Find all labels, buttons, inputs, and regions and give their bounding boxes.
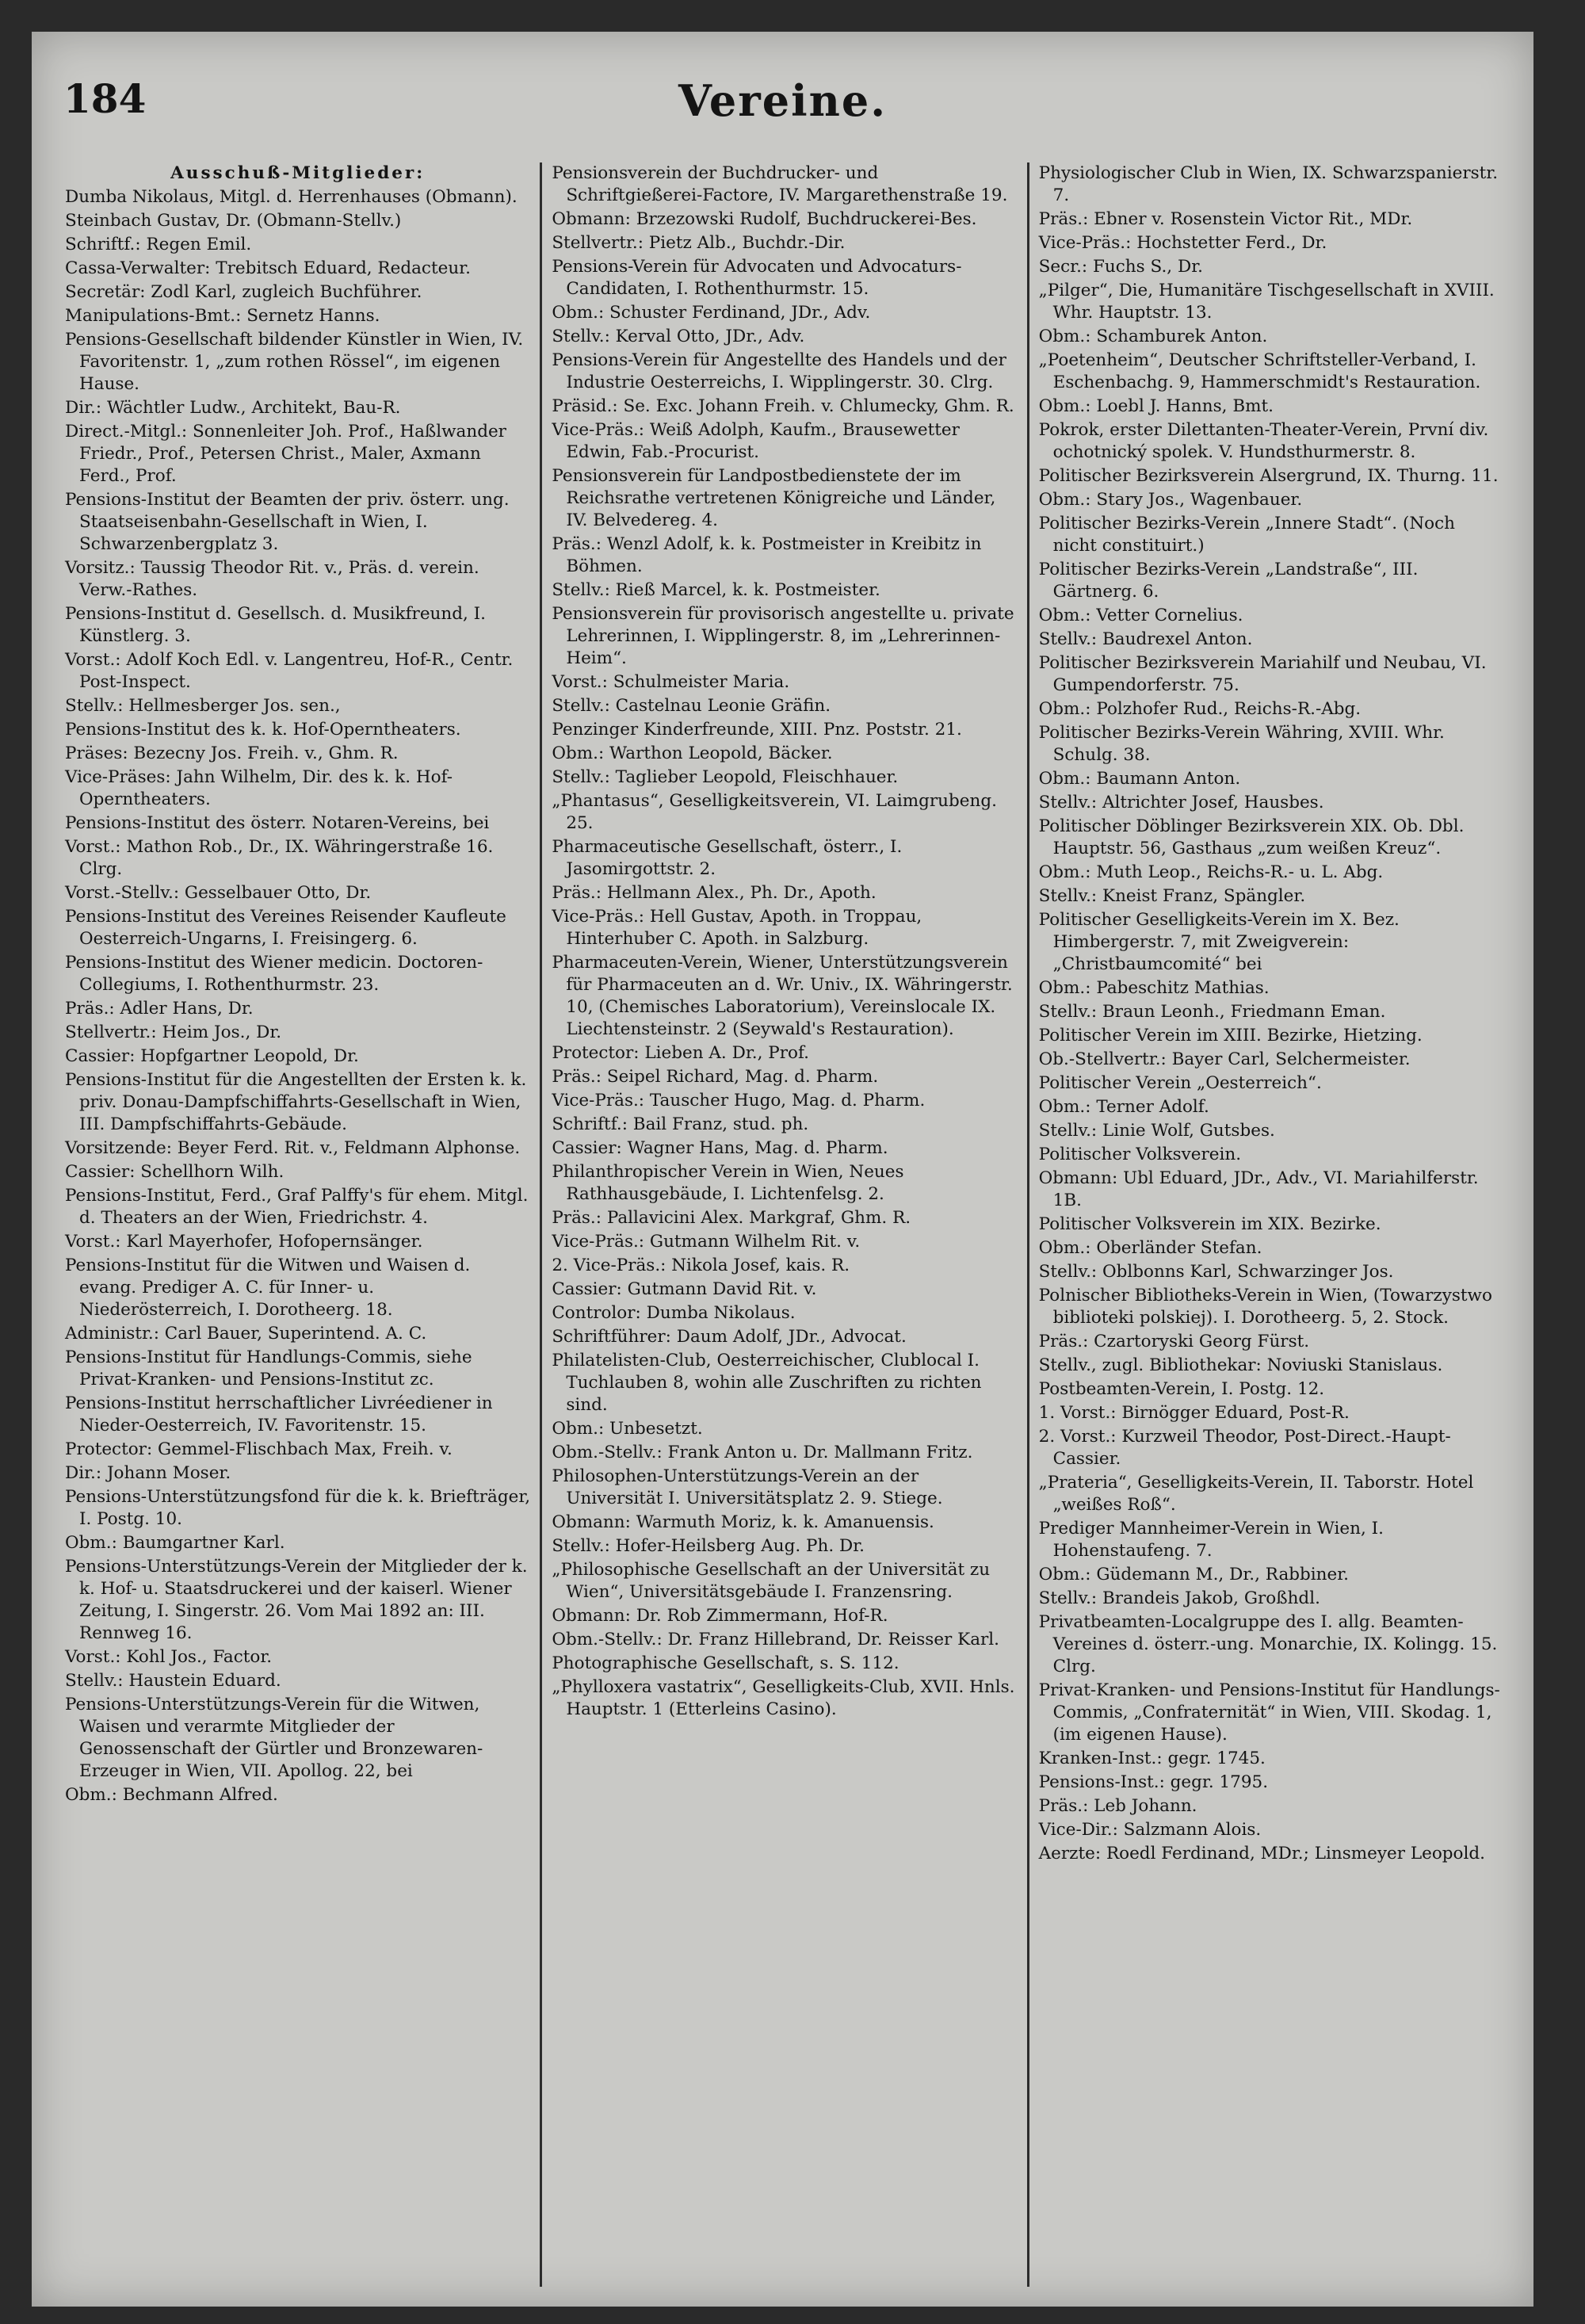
directory-entry: Obm.: Muth Leop., Reichs-R.- u. L. Abg. (1038, 862, 1384, 882)
page-number: 184 (63, 75, 147, 122)
directory-entry: Politischer Döblinger Bezirksverein XIX. Ob. Dbl. Hauptstr. 56, Gasthaus „zum weißen Kreuz“. (1038, 816, 1465, 858)
directory-entry: Stellvertr.: Heim Jos., Dr. (65, 1022, 282, 1042)
directory-entry: Präs.: Hellmann Alex., Ph. Dr., Apoth. (552, 883, 877, 903)
directory-entry: Obmann: Brzezowski Rudolf, Buchdruckerei-Bes. (552, 209, 977, 229)
directory-entry: Dir.: Johann Moser. (65, 1463, 231, 1483)
directory-entry: Präses: Bezecny Jos. Freih. v., Ghm. R. (65, 743, 399, 763)
directory-entry: Philosophen-Unterstützungs-Verein an der Universität I. Universitätsplatz 2. 9. Stiege. (552, 1466, 943, 1508)
directory-entry: Secr.: Fuchs S., Dr. (1038, 257, 1203, 277)
directory-entry: Pensions-Institut des Wiener medicin. Doctoren-Collegiums, I. Rothenthurmstr. 23. (65, 953, 483, 995)
directory-entry: Stellv.: Brandeis Jakob, Großhdl. (1038, 1588, 1320, 1608)
directory-entry: Stellv., zugl. Bibliothekar: Noviuski Stanislaus. (1038, 1355, 1443, 1375)
directory-entry: Stellv.: Rieß Marcel, k. k. Postmeister. (552, 580, 880, 600)
directory-entry: Ob.-Stellvertr.: Bayer Carl, Selchermeister. (1038, 1049, 1411, 1069)
directory-entry: „Poetenheim“, Deutscher Schriftsteller-Verband, I. Eschenbachg. 9, Hammerschmidt's Restauration. (1038, 350, 1481, 392)
directory-entry: Obm.: Warthon Leopold, Bäcker. (552, 743, 833, 763)
directory-entry: Pensionsverein für Landpostbedienstete der im Reichsrathe vertretenen Königreiche und Länder, IV. Belvedereg. 4. (552, 466, 996, 530)
directory-entry: Pensions-Verein für Angestellte des Handels und der Industrie Oesterreichs, I. Wipplingerstr. 30. Clrg. (552, 350, 1006, 392)
directory-entry: Direct.-Mitgl.: Sonnenleiter Joh. Prof., Haßlwander Friedr., Prof., Petersen Christ., Maler, Axmann Ferd., Prof. (65, 422, 506, 486)
directory-entry: Manipulations-Bmt.: Sernetz Hanns. (65, 306, 380, 326)
directory-entry: Präs.: Wenzl Adolf, k. k. Postmeister in Kreibitz in Böhmen. (552, 534, 982, 576)
directory-entry: Stellv.: Linie Wolf, Gutsbes. (1038, 1121, 1275, 1141)
directory-entry: „Pilger“, Die, Humanitäre Tischgesellschaft in XVIII. Whr. Hauptstr. 13. (1038, 281, 1495, 323)
directory-entry: Postbeamten-Verein, I. Postg. 12. (1038, 1379, 1325, 1399)
directory-entry: Vice-Dir.: Salzmann Alois. (1038, 1820, 1262, 1840)
directory-entry: Politischer Geselligkeits-Verein im X. Bez. Himbergerstr. 7, mit Zweigverein: „Christbaumcomité“ bei (1038, 910, 1400, 974)
directory-entry: Pensions-Institut des k. k. Hof-Operntheaters. (65, 720, 461, 740)
directory-entry: Obm.: Güdemann M., Dr., Rabbiner. (1038, 1565, 1349, 1584)
directory-entry: Obm.: Pabeschitz Mathias. (1038, 978, 1270, 998)
directory-entry: Pensions-Institut herrschaftlicher Livréediener in Nieder-Oesterreich, IV. Favoritenstr. 15. (65, 1393, 493, 1435)
directory-entry: Cassier: Wagner Hans, Mag. d. Pharm. (552, 1138, 888, 1158)
directory-entry: Stellv.: Kneist Franz, Spängler. (1038, 886, 1306, 906)
directory-entry: Politischer Verein im XIII. Bezirke, Hietzing. (1038, 1026, 1423, 1045)
page-header (32, 75, 1533, 147)
directory-entry: Pensionsverein für provisorisch angestellte u. private Lehrerinnen, I. Wipplingerstr. 8, im „Lehrerinnen-Heim“. (552, 604, 1014, 668)
directory-entry: Stellv.: Hellmesberger Jos. sen., (65, 696, 341, 716)
directory-entry: Stellv.: Haustein Eduard. (65, 1671, 281, 1691)
directory-entry: Vice-Präs.: Hell Gustav, Apoth. in Troppau, Hinterhuber C. Apoth. in Salzburg. (552, 907, 922, 949)
directory-entry: Dumba Nikolaus, Mitgl. d. Herrenhauses (Obmann). (65, 187, 518, 207)
directory-entry: Vorsitzende: Beyer Ferd. Rit. v., Feldmann Alphonse. (65, 1138, 521, 1158)
directory-entry: Pensions-Verein für Advocaten und Advocaturs-Candidaten, I. Rothenthurmstr. 15. (552, 257, 962, 299)
directory-entry: Secretär: Zodl Karl, zugleich Buchführer. (65, 282, 422, 302)
column-left (55, 162, 540, 2287)
directory-entry: „Phylloxera vastatrix“, Geselligkeits-Club, XVII. Hnls. Hauptstr. 1 (Etterleins Casino). (552, 1677, 1015, 1719)
text-columns (55, 162, 1514, 2287)
directory-entry: Aerzte: Roedl Ferdinand, MDr.; Linsmeyer Leopold. (1038, 1844, 1485, 1863)
directory-entry: Obm.: Loebl J. Hanns, Bmt. (1038, 396, 1274, 416)
column-right (1027, 162, 1514, 2287)
directory-entry: Pharmaceutische Gesellschaft, österr., I. Jasomirgottstr. 2. (552, 837, 903, 879)
directory-entry: Kranken-Inst.: gegr. 1745. (1038, 1749, 1266, 1768)
directory-entry: Präs.: Seipel Richard, Mag. d. Pharm. (552, 1067, 879, 1087)
directory-entry: „Prateria“, Geselligkeits-Verein, II. Taborstr. Hotel „weißes Roß“. (1038, 1473, 1474, 1515)
directory-entry: Pharmaceuten-Verein, Wiener, Unterstützungsverein für Pharmaceuten an d. Wr. Univ., IX. Währingerstr. 10, (Chemisches Laboratorium), Vereinslocale IX. Liechtensteinstr. 2 (Seywald's Restauration). (552, 953, 1013, 1039)
directory-entry: Vice-Präs.: Hochstetter Ferd., Dr. (1038, 233, 1327, 253)
directory-entry: Obm.: Schuster Ferdinand, JDr., Adv. (552, 303, 871, 323)
directory-entry: Präs.: Leb Johann. (1038, 1796, 1197, 1816)
directory-entry: „Philosophische Gesellschaft an der Universität zu Wien“, Universitätsgebäude I. Franzensring. (552, 1560, 991, 1602)
directory-entry: Stellv.: Baudrexel Anton. (1038, 629, 1253, 649)
directory-entry: Politischer Bezirksverein Mariahilf und Neubau, VI. Gumpendorferstr. 75. (1038, 653, 1487, 695)
directory-entry: Penzinger Kinderfreunde, XIII. Pnz. Poststr. 21. (552, 720, 962, 740)
directory-entry: Prediger Mannheimer-Verein in Wien, I. Hohenstaufeng. 7. (1038, 1519, 1384, 1561)
directory-entry: Schriftführer: Daum Adolf, JDr., Advocat. (552, 1327, 907, 1347)
directory-entry: 1. Vorst.: Birnögger Eduard, Post-R. (1038, 1403, 1350, 1423)
directory-entry: Vice-Präs.: Weiß Adolph, Kaufm., Brausewetter Edwin, Fab.-Procurist. (552, 420, 960, 462)
directory-entry: Polnischer Bibliotheks-Verein in Wien, (Towarzystwo biblioteki polskiej). I. Dorotheerg. 5, 2. Stock. (1038, 1286, 1492, 1328)
directory-entry: Controlor: Dumba Nikolaus. (552, 1303, 796, 1323)
directory-entry: Vorst.: Kohl Jos., Factor. (65, 1647, 273, 1667)
directory-entry: Protector: Gemmel-Flischbach Max, Freih. v. (65, 1439, 453, 1459)
directory-entry: Obm.: Polzhofer Rud., Reichs-R.-Abg. (1038, 699, 1362, 719)
directory-entry: Vorst.: Mathon Rob., Dr., IX. Währingerstraße 16. Clrg. (65, 837, 494, 879)
directory-entry: Obmann: Dr. Rob Zimmermann, Hof-R. (552, 1606, 888, 1626)
page-title: Vereine. (678, 75, 888, 126)
directory-entry: Pensionsverein der Buchdrucker- und Schriftgießerei-Factore, IV. Margarethenstraße 19. (552, 163, 1008, 205)
directory-entry: Steinbach Gustav, Dr. (Obmann-Stellv.) (65, 211, 402, 231)
directory-entry: Stellv.: Oblbonns Karl, Schwarzinger Jos. (1038, 1262, 1394, 1282)
directory-entry: Pensions-Unterstützungs-Verein der Mitglieder der k. k. Hof- u. Staatsdruckerei und der kaiserl. Wiener Zeitung, I. Singerstr. 26. Vom Mai 1892 an: III. Rennweg 16. (65, 1557, 528, 1643)
directory-entry: Stellv.: Castelnau Leonie Gräfin. (552, 696, 831, 716)
directory-entry: Pensions-Institut, Ferd., Graf Palffy's für ehem. Mitgl. d. Theaters an der Wien, Friedrichstr. 4. (65, 1186, 529, 1228)
directory-entry: Obm.: Vetter Cornelius. (1038, 606, 1243, 625)
directory-entry: Präs.: Adler Hans, Dr. (65, 999, 254, 1019)
directory-entry: Stellvertr.: Pietz Alb., Buchdr.-Dir. (552, 233, 846, 253)
directory-entry: Stellv.: Taglieber Leopold, Fleischhauer. (552, 767, 899, 787)
directory-entry: Politischer Bezirks-Verein Währing, XVIII. Whr. Schulg. 38. (1038, 723, 1445, 765)
directory-entry: Vorst.-Stellv.: Gesselbauer Otto, Dr. (65, 883, 372, 903)
directory-entry: Politischer Volksverein. (1038, 1145, 1242, 1164)
directory-entry: Politischer Verein „Oesterreich“. (1038, 1073, 1322, 1093)
directory-entry: Vice-Präses: Jahn Wilhelm, Dir. des k. k. Hof-Operntheaters. (65, 767, 453, 809)
directory-entry: Politischer Bezirks-Verein „Innere Stadt“. (Noch nicht constituirt.) (1038, 514, 1455, 556)
directory-entry: Privat-Kranken- und Pensions-Institut für Handlungs-Commis, „Confraternität“ in Wien, VIII. Skodag. 1, (im eigenen Hause). (1038, 1680, 1500, 1745)
directory-entry: Pensions-Institut für die Angestellten der Ersten k. k. priv. Donau-Dampfschiffahrts-Gesellschaft in Wien, III. Dampfschiffahrts-Gebäude. (65, 1070, 527, 1134)
directory-page (32, 32, 1533, 2307)
directory-entry: 2. Vice-Präs.: Nikola Josef, kais. R. (552, 1256, 850, 1275)
directory-entry: Stellv.: Braun Leonh., Friedmann Eman. (1038, 1002, 1386, 1022)
directory-entry: Pensions-Unterstützungs-Verein für die Witwen, Waisen und verarmte Mitglieder der Genossenschaft der Gürtler und Bronzewaren-Erzeuger in Wien, VII. Apollog. 22, bei (65, 1695, 483, 1781)
directory-entry: Vorst.: Karl Mayerhofer, Hofopernsänger. (65, 1232, 423, 1252)
directory-entry: Vorst.: Adolf Koch Edl. v. Langentreu, Hof-R., Centr. Post-Inspect. (65, 650, 514, 692)
directory-entry: Pensions-Institut d. Gesellsch. d. Musikfreund, I. Künstlerg. 3. (65, 604, 486, 646)
directory-entry: Präsid.: Se. Exc. Johann Freih. v. Chlumecky, Ghm. R. (552, 396, 1014, 416)
directory-entry: Privatbeamten-Localgruppe des I. allg. Beamten-Vereines d. österr.-ung. Monarchie, IX. Kolingg. 15. Clrg. (1038, 1612, 1498, 1676)
directory-entry: Protector: Lieben A. Dr., Prof. (552, 1043, 809, 1063)
directory-entry: Cassier: Schellhorn Wilh. (65, 1162, 285, 1182)
directory-entry: Politischer Bezirksverein Alsergrund, IX. Thurng. 11. (1038, 466, 1499, 486)
directory-entry: Stellv.: Kerval Otto, JDr., Adv. (552, 327, 805, 346)
directory-entry: Vice-Präs.: Gutmann Wilhelm Rit. v. (552, 1232, 861, 1252)
directory-entry: „Phantasus“, Geselligkeitsverein, VI. Laimgrubeng. 25. (552, 791, 997, 833)
directory-entry: Pensions-Inst.: gegr. 1795. (1038, 1772, 1269, 1792)
directory-entry: Schriftf.: Regen Emil. (65, 235, 252, 254)
directory-entry: Obm.: Schamburek Anton. (1038, 327, 1268, 346)
directory-entry: Pensions-Unterstützungsfond für die k. k. Briefträger, I. Postg. 10. (65, 1487, 531, 1529)
directory-entry: Pensions-Institut der Beamten der priv. österr. ung. Staatseisenbahn-Gesellschaft in Wien, I. Schwarzenbergplatz 3. (65, 490, 510, 554)
directory-entry: Politischer Volksverein im XIX. Bezirke. (1038, 1214, 1381, 1234)
directory-entry: Ausschuß-Mitglieder: (170, 163, 426, 183)
directory-entry: Politischer Bezirks-Verein „Landstraße“, III. Gärtnerg. 6. (1038, 560, 1419, 602)
directory-entry: Obm.: Terner Adolf. (1038, 1097, 1209, 1117)
directory-entry: Photographische Gesellschaft, s. S. 112. (552, 1653, 899, 1673)
directory-entry: Vorst.: Schulmeister Maria. (552, 672, 790, 692)
directory-entry: Philanthropischer Verein in Wien, Neues Rathhausgebäude, I. Lichtenfelsg. 2. (552, 1162, 904, 1204)
directory-entry: Schriftf.: Bail Franz, stud. ph. (552, 1114, 809, 1134)
directory-entry: Pensions-Institut des österr. Notaren-Vereins, bei (65, 813, 490, 833)
directory-entry: Obm.: Baumgartner Karl. (65, 1533, 285, 1553)
directory-entry: Obmann: Ubl Eduard, JDr., Adv., VI. Mariahilferstr. 1B. (1038, 1168, 1479, 1210)
directory-entry: Obm.: Bechmann Alfred. (65, 1785, 278, 1805)
directory-entry: Physiologischer Club in Wien, IX. Schwarzspanierstr. 7. (1038, 163, 1499, 205)
directory-entry: Pokrok, erster Dilettanten-Theater-Verein, První div. ochotnický spolek. V. Hundsthurmerstr. 8. (1038, 420, 1489, 462)
directory-entry: Präs.: Czartoryski Georg Fürst. (1038, 1332, 1310, 1351)
directory-entry: Obm.: Baumann Anton. (1038, 769, 1241, 789)
directory-entry: Cassier: Hopfgartner Leopold, Dr. (65, 1046, 359, 1066)
directory-entry: Cassa-Verwalter: Trebitsch Eduard, Redacteur. (65, 258, 471, 278)
directory-entry: Obm.: Stary Jos., Wagenbauer. (1038, 490, 1303, 510)
directory-entry: Obm.-Stellv.: Frank Anton u. Dr. Mallmann Fritz. (552, 1443, 973, 1462)
directory-entry: Administr.: Carl Bauer, Superintend. A. C. (65, 1324, 427, 1344)
directory-entry: Präs.: Ebner v. Rosenstein Victor Rit., MDr. (1038, 209, 1413, 229)
directory-entry: Vice-Präs.: Tauscher Hugo, Mag. d. Pharm. (552, 1091, 926, 1110)
directory-entry: Dir.: Wächtler Ludw., Architekt, Bau-R. (65, 398, 401, 418)
directory-entry: Stellv.: Hofer-Heilsberg Aug. Ph. Dr. (552, 1536, 865, 1556)
directory-entry: Obm.: Unbesetzt. (552, 1419, 703, 1439)
directory-entry: 2. Vorst.: Kurzweil Theodor, Post-Direct.-Haupt-Cassier. (1038, 1427, 1451, 1469)
directory-entry: Obm.-Stellv.: Dr. Franz Hillebrand, Dr. Reisser Karl. (552, 1630, 1000, 1649)
directory-entry: Cassier: Gutmann David Rit. v. (552, 1279, 817, 1299)
directory-entry: Präs.: Pallavicini Alex. Markgraf, Ghm. R. (552, 1208, 911, 1228)
column-middle (540, 162, 1026, 2287)
directory-entry: Obm.: Oberländer Stefan. (1038, 1238, 1262, 1258)
directory-entry: Pensions-Institut des Vereines Reisender Kaufleute Oesterreich-Ungarns, I. Freisingerg. 6. (65, 907, 506, 949)
directory-entry: Pensions-Gesellschaft bildender Künstler in Wien, IV. Favoritenstr. 1, „zum rothen Rössel“, im eigenen Hause. (65, 330, 524, 394)
directory-entry: Pensions-Institut für Handlungs-Commis, siehe Privat-Kranken- und Pensions-Institut zc. (65, 1347, 472, 1389)
directory-entry: Pensions-Institut für die Witwen und Waisen d. evang. Prediger A. C. für Inner- u. Niederösterreich, I. Dorotheerg. 18. (65, 1256, 471, 1320)
directory-entry: Stellv.: Altrichter Josef, Hausbes. (1038, 793, 1324, 812)
directory-entry: Obmann: Warmuth Moriz, k. k. Amanuensis. (552, 1512, 934, 1532)
directory-entry: Philatelisten-Club, Oesterreichischer, Clublocal I. Tuchlauben 8, wohin alle Zuschriften zu richten sind. (552, 1351, 982, 1415)
directory-entry: Vorsitz.: Taussig Theodor Rit. v., Präs. d. verein. Verw.-Rathes. (65, 558, 479, 600)
